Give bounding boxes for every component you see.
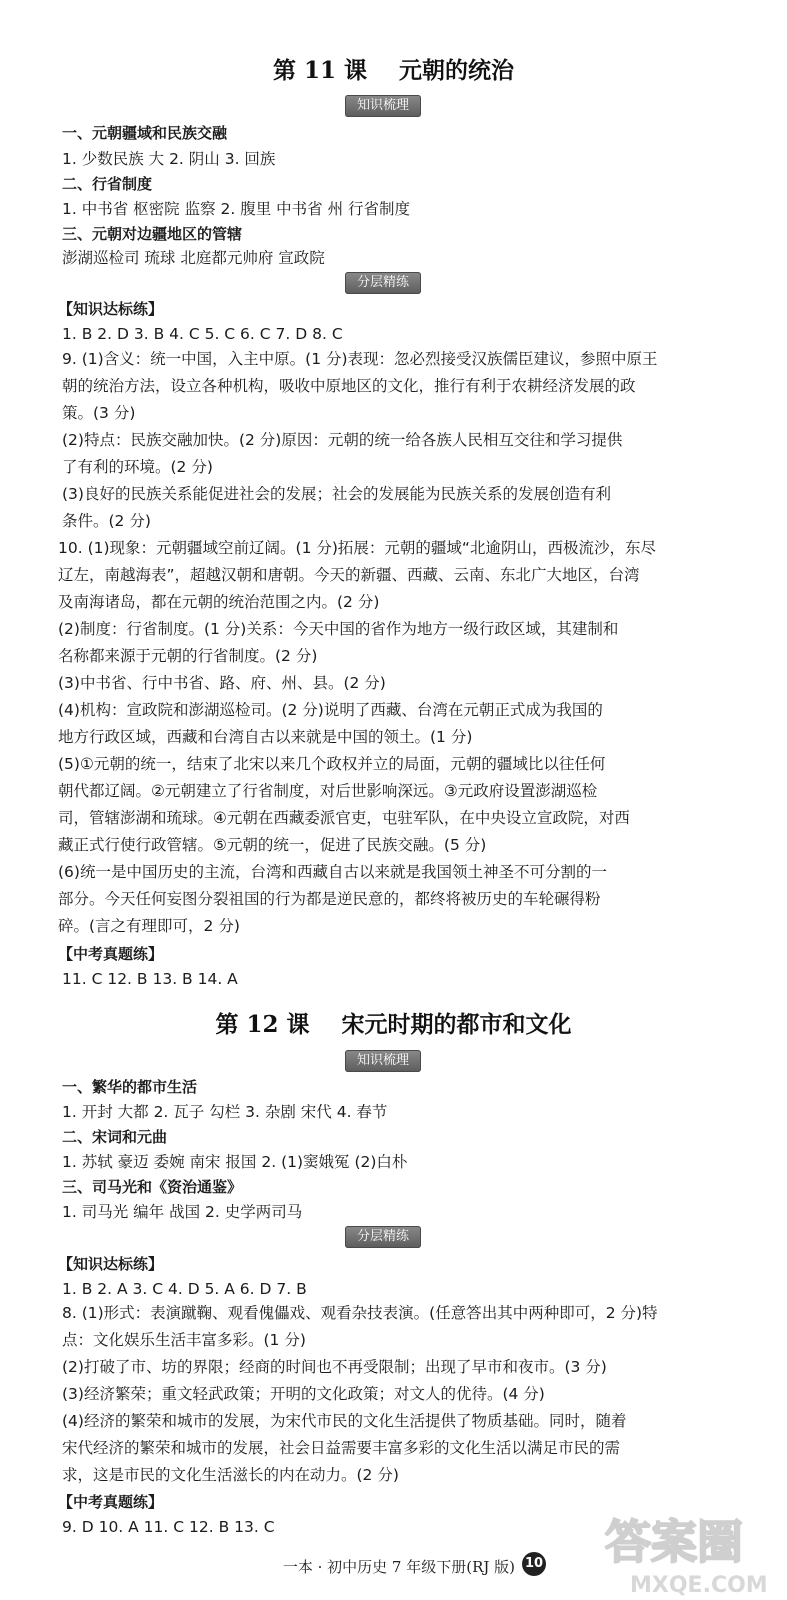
q10-line: (6)统一是中国历史的主流，台湾和西藏自古以来就是我国领土神圣不可分割的一 (58, 863, 607, 881)
q10-line: 藏正式行使行政管辖。⑤元朝的统一，促进了民族交融。(5 分) (58, 836, 487, 854)
l12-section1-body: 1. 开封 大都 2. 瓦子 勾栏 3. 杂剧 宋代 4. 春节 (62, 1103, 388, 1121)
q8-line: (3)经济繁荣；重文轻武政策；开明的文化政策；对文人的优待。(4 分) (62, 1385, 545, 1403)
q10-line: (2)制度：行省制度。(1 分)关系：今天中国的省作为地方一级行政区域，其建制和 (58, 620, 619, 638)
l12-exam-answers: 9. D 10. A 11. C 12. B 13. C (62, 1518, 275, 1536)
q9-line: 条件。(2 分) (62, 512, 151, 530)
q10-line: (3)中书省、行中书省、路、府、州、县。(2 分) (58, 674, 386, 692)
l12-question-8 (62, 1300, 658, 1489)
l11-practice-heading: 【知识达标练】 (58, 300, 164, 318)
q8-line: (2)打破了市、坊的界限；经商的时间也不再受限制；出现了早市和夜市。(3 分) (62, 1358, 607, 1376)
l11-practice-answers: 1. B 2. D 3. B 4. C 5. C 6. C 7. D 8. C (62, 325, 343, 343)
l12-section2-heading: 二、宋词和元曲 (62, 1128, 168, 1146)
page-number: 10 (522, 1552, 546, 1576)
l12-section2-body: 1. 苏轼 豪迈 委婉 南宋 报国 2. (1)窦娥冤 (2)白朴 (62, 1153, 408, 1171)
tag-knowledge-12: 知识梳理 (345, 1050, 421, 1072)
l11-section1-body: 1. 少数民族 大 2. 阴山 3. 回族 (62, 150, 276, 168)
q10-line: 10. (1)现象：元朝疆域空前辽阔。(1 分)拓展：元朝的疆域“北逾阴山，西极流沙，东尽 (58, 539, 656, 557)
svg-text:MXQE.COM: MXQE.COM (630, 1573, 768, 1598)
q10-line: 碎。(言之有理即可，2 分) (58, 917, 240, 935)
l12-section3-body: 1. 司马光 编年 战国 2. 史学两司马 (62, 1203, 303, 1221)
q9-line: 朝的统治方法，设立各种机构，吸收中原地区的文化，推行有利于农耕经济发展的政 (62, 377, 636, 395)
l12-practice-answers: 1. B 2. A 3. C 4. D 5. A 6. D 7. B (62, 1280, 307, 1298)
l11-question-9 (62, 346, 658, 535)
q9-line: 了有利的环境。(2 分) (62, 458, 213, 476)
lesson-11-title: 第 11 课 元朝的统治 (272, 57, 515, 84)
q8-line: 宋代经济的繁荣和城市的发展，社会日益需要丰富多彩的文化生活以满足市民的需 (62, 1439, 621, 1457)
l11-question-10 (58, 535, 656, 940)
q10-line: 部分。今天任何妄图分裂祖国的行为都是逆民意的，都终将被历史的车轮碾得粉 (58, 890, 601, 908)
q8-line: 点：文化娱乐生活丰富多彩。(1 分) (62, 1331, 306, 1349)
q8-line: 求，这是市民的文化生活滋长的内在动力。(2 分) (62, 1466, 399, 1484)
q10-line: 名称都来源于元朝的行省制度。(2 分) (58, 647, 318, 665)
l11-exam-answers: 11. C 12. B 13. B 14. A (62, 970, 238, 988)
footer-text: 一本 · 初中历史 7 年级下册(RJ 版) (282, 1558, 515, 1576)
q10-line: 及南海诸岛，都在元朝的统治范围之内。(2 分) (58, 593, 380, 611)
l12-exam-heading: 【中考真题练】 (58, 1493, 164, 1511)
q10-line: 司，管辖澎湖和琉球。④元朝在西藏委派官吏，屯驻军队，在中央设立宣政院，对西 (58, 809, 630, 827)
l11-exam-heading: 【中考真题练】 (58, 945, 164, 963)
l12-section3-heading: 三、司马光和《资治通鉴》 (62, 1178, 243, 1196)
lesson-12-title: 第 12 课 宋元时期的都市和文化 (215, 1011, 572, 1038)
q10-line: (5)①元朝的统一，结束了北宋以来几个政权并立的局面，元朝的疆域比以往任何 (58, 755, 606, 773)
l11-section1-heading: 一、元朝疆域和民族交融 (62, 124, 228, 142)
svg-text:答案圈: 答案圈 (605, 1515, 743, 1569)
q9-line: (2)特点：民族交融加快。(2 分)原因：元朝的统一给各族人民相互交往和学习提供 (62, 431, 623, 449)
q9-line: 策。(3 分) (62, 404, 136, 422)
q8-line: (4)经济的繁荣和城市的发展，为宋代市民的文化生活提供了物质基础。同时，随着 (62, 1412, 627, 1430)
q10-line: 地方行政区域，西藏和台湾自古以来就是中国的领土。(1 分) (58, 728, 473, 746)
q8-line: 8. (1)形式：表演蹴鞠、观看傀儡戏、观看杂技表演。(任意答出其中两种即可，2 分)特 (62, 1304, 658, 1322)
q9-line: (3)良好的民族关系能促进社会的发展；社会的发展能为民族关系的发展创造有利 (62, 485, 611, 503)
tag-layer-12: 分层精练 (345, 1226, 421, 1248)
tag-knowledge-11: 知识梳理 (345, 95, 421, 117)
l12-section1-heading: 一、繁华的都市生活 (62, 1078, 198, 1096)
tag-layer-11: 分层精练 (345, 272, 421, 294)
l11-section3-body: 澎湖巡检司 琉球 北庭都元帅府 宣政院 (62, 249, 325, 267)
l12-practice-heading: 【知识达标练】 (58, 1255, 164, 1273)
watermark-logo (600, 1500, 770, 1600)
l11-section2-body: 1. 中书省 枢密院 监察 2. 腹里 中书省 州 行省制度 (62, 200, 410, 218)
q10-line: (4)机构：宣政院和澎湖巡检司。(2 分)说明了西藏、台湾在元朝正式成为我国的 (58, 701, 603, 719)
q10-line: 朝代都辽阔。②元朝建立了行省制度，对后世影响深远。③元政府设置澎湖巡检 (58, 782, 598, 800)
l11-section2-heading: 二、行省制度 (62, 175, 153, 193)
q9-line: 9. (1)含义：统一中国，入主中原。(1 分)表现：忽必烈接受汉族儒臣建议，参照中原王 (62, 350, 658, 368)
l11-section3-heading: 三、元朝对边疆地区的管辖 (62, 225, 243, 243)
q10-line: 辽左，南越海表”，超越汉朝和唐朝。今天的新疆、西藏、云南、东北广大地区，台湾 (58, 566, 640, 584)
